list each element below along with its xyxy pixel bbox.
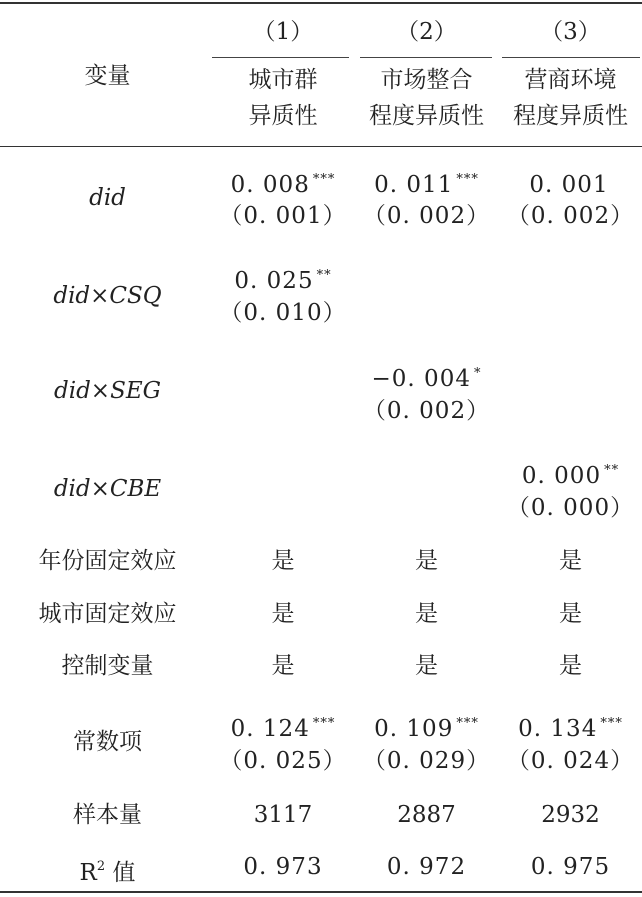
const-coef-1: 0. 124 *** (230, 716, 336, 742)
sample-size-2: 2887 (397, 802, 456, 828)
year-fe-1: 是 (271, 548, 295, 574)
year-fe-3: 是 (559, 548, 582, 574)
controls-2: 是 (415, 653, 438, 679)
seg-se-2: （0. 002） (362, 398, 491, 424)
column-1-subrule (212, 57, 349, 58)
city-fe-2: 是 (415, 601, 438, 627)
row-label-did-csq: did×CSQ (53, 283, 162, 309)
csq-se-1: （0. 010） (219, 300, 347, 326)
did-coef-3: 0. 001 (529, 172, 609, 198)
city-fe-1: 是 (271, 601, 295, 627)
bottom-rule (0, 891, 642, 893)
year-fe-2: 是 (415, 548, 438, 574)
const-se-2: （0. 029） (362, 748, 491, 774)
seg-coef-2: −0. 004 * (371, 366, 482, 392)
did-coef-2: 0. 011 *** (374, 172, 479, 198)
controls-1: 是 (271, 653, 295, 679)
const-se-3: （0. 024） (506, 748, 635, 774)
const-coef-3: 0. 134 *** (518, 716, 623, 742)
sample-size-3: 2932 (541, 802, 600, 828)
csq-coef-1: 0. 025 ** (234, 268, 332, 294)
column-2-subrule (360, 57, 492, 58)
row-label-controls: 控制变量 (61, 653, 154, 679)
column-1-number: （1） (252, 19, 314, 45)
controls-3: 是 (559, 653, 582, 679)
row-label-year-fe: 年份固定效应 (38, 548, 177, 574)
city-fe-3: 是 (559, 601, 582, 627)
column-3-title: 营商环境 程度异质性 (513, 67, 628, 129)
row-label-city-fe: 城市固定效应 (38, 601, 177, 627)
row-label-constant: 常数项 (73, 729, 142, 755)
row-label-did: did (89, 185, 126, 211)
cbe-coef-3: 0. 000 ** (521, 463, 620, 489)
r2-2: 0. 972 (386, 854, 467, 880)
variable-header: 变量 (84, 63, 131, 89)
did-se-3: （0. 002） (506, 203, 635, 229)
sample-size-1: 3117 (253, 802, 313, 828)
r2-3: 0. 975 (530, 854, 611, 880)
column-2-number: （2） (396, 19, 457, 45)
column-3-subrule (502, 57, 640, 58)
did-se-2: （0. 002） (362, 203, 491, 229)
column-3-number: （3） (540, 19, 601, 45)
column-2-title: 市场整合 程度异质性 (369, 67, 484, 129)
row-label-r2: $R^2$ 值 (79, 859, 136, 886)
row-label-sample-size: 样本量 (73, 802, 142, 828)
did-coef-1: 0. 008 *** (230, 172, 336, 198)
const-se-1: （0. 025） (219, 748, 347, 774)
header-rule (0, 146, 642, 147)
top-rule (0, 2, 642, 4)
row-label-did-cbe: did×CBE (53, 476, 162, 502)
row-label-did-seg: did×SEG (54, 378, 161, 404)
r2-1: 0. 973 (243, 854, 323, 880)
const-coef-2: 0. 109 *** (374, 716, 479, 742)
column-1-title: 城市群 异质性 (248, 67, 318, 129)
cbe-se-3: （0. 000） (506, 495, 635, 521)
did-se-1: （0. 001） (219, 203, 347, 229)
